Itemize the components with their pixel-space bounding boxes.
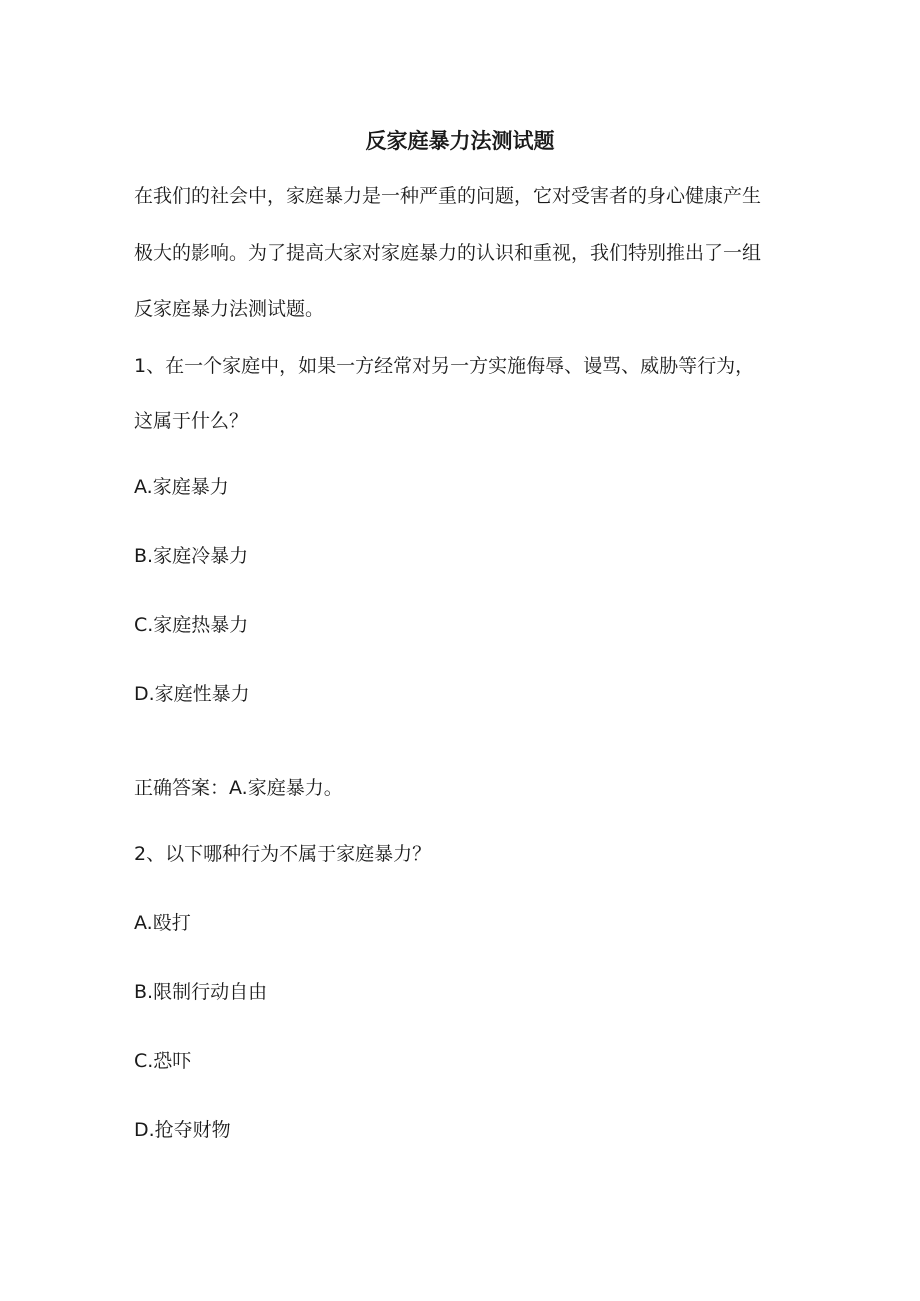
question-2-option-c: C.恐吓	[134, 1050, 192, 1072]
intro-line: 极大的影响。为了提高大家对家庭暴力的认识和重视，我们特别推出了一组	[134, 242, 762, 264]
intro-line: 反家庭暴力法测试题。	[134, 298, 325, 320]
question-1-stem: 1、在一个家庭中，如果一方经常对另一方实施侮辱、谩骂、威胁等行为，	[134, 355, 755, 377]
question-1-stem: 这属于什么？	[134, 410, 249, 432]
question-1-option-d: D.家庭性暴力	[134, 683, 250, 705]
question-2-option-d: D.抢夺财物	[134, 1119, 231, 1141]
question-1-option-a: A.家庭暴力	[134, 476, 229, 498]
question-2-stem: 2、以下哪种行为不属于家庭暴力？	[134, 843, 432, 865]
question-1-answer: 正确答案：A.家庭暴力。	[134, 777, 343, 799]
intro-line: 在我们的社会中，家庭暴力是一种严重的问题，它对受害者的身心健康产生	[134, 185, 762, 207]
question-2-option-b: B.限制行动自由	[134, 981, 268, 1003]
document-title: 反家庭暴力法测试题	[365, 129, 555, 153]
question-2-option-a: A.殴打	[134, 912, 191, 934]
question-1-option-b: B.家庭冷暴力	[134, 545, 249, 567]
question-1-option-c: C.家庭热暴力	[134, 614, 249, 636]
